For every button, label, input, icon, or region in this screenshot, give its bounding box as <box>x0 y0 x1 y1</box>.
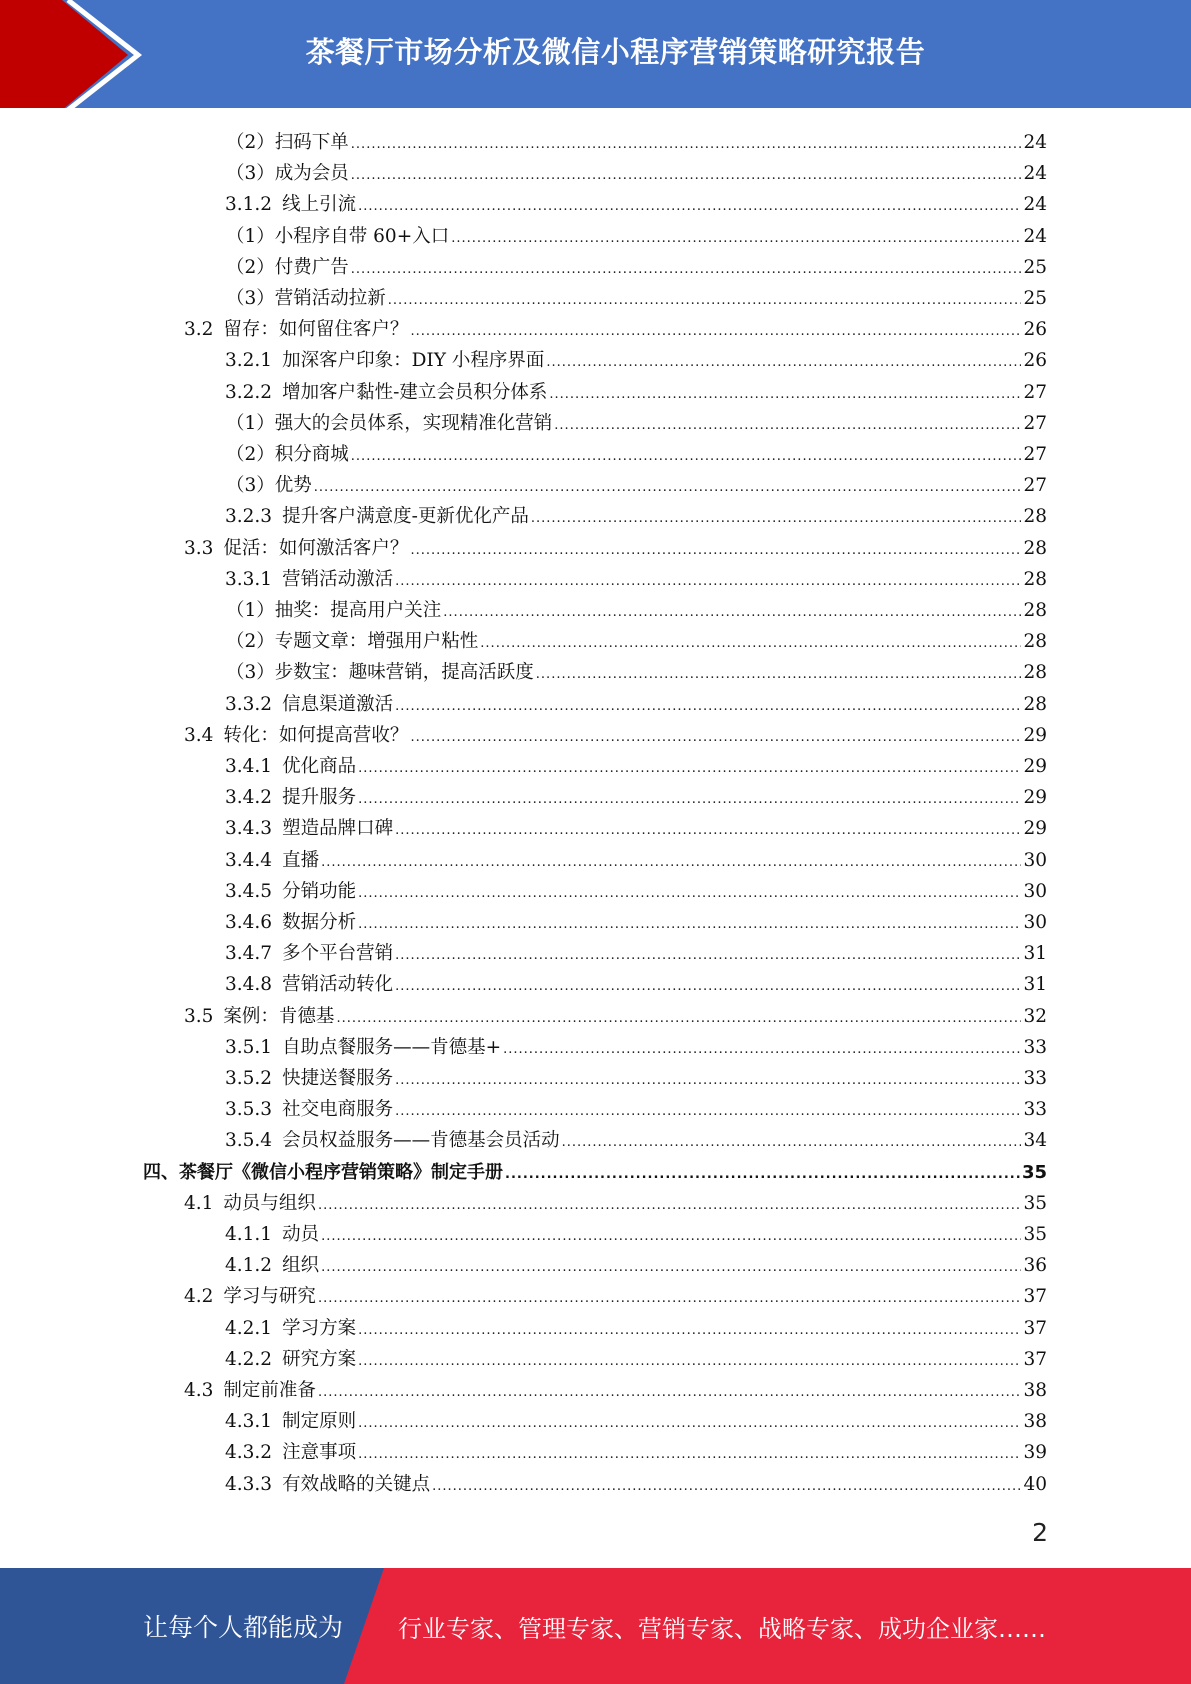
toc-entry-title: 扫码下单 <box>274 132 349 153</box>
toc-entry[interactable] <box>225 1032 1047 1063</box>
toc-entry[interactable] <box>225 1063 1047 1094</box>
toc-entry-number: 3.2.3 <box>225 506 273 528</box>
toc-entry-page: 27 <box>1023 475 1047 497</box>
toc-entry-title: 抽奖：提高用户关注 <box>274 600 442 621</box>
toc-entry-number: 3.4.5 <box>225 880 273 902</box>
toc-entry[interactable] <box>226 439 1047 470</box>
toc-entry-page: 27 <box>1023 444 1047 465</box>
toc-entry-title: 快捷送餐服务 <box>282 1068 394 1089</box>
toc-entry-number: 3.2 <box>184 319 214 341</box>
toc-entry-title: 优势 <box>274 475 312 497</box>
toc-entry-page: 38 <box>1023 1411 1047 1433</box>
toc-dot-leader <box>314 472 1022 503</box>
toc-entry[interactable] <box>184 1001 1047 1032</box>
toc-entry-number: （3） <box>226 163 275 185</box>
toc-entry-number: 4.3.1 <box>225 1411 273 1433</box>
toc-entry-number: 4.2.2 <box>225 1348 273 1370</box>
toc-dot-leader <box>321 847 1021 878</box>
toc-entry[interactable] <box>226 595 1047 626</box>
toc-dot-leader <box>410 722 1021 753</box>
toc-entry-title: 案例：肯德基 <box>223 1005 335 1027</box>
toc-entry-page: 27 <box>1023 412 1047 434</box>
footer-roles: 行业专家、管理专家、营销专家、战略专家、成功企业家…… <box>398 1614 1046 1643</box>
toc-entry[interactable] <box>225 1219 1047 1250</box>
toc-entry-title: 强大的会员体系，实现精准化营销 <box>274 412 553 434</box>
toc-entry-page: 39 <box>1023 1442 1047 1464</box>
toc-entry-page: 24 <box>1023 132 1047 153</box>
toc-entry[interactable] <box>226 283 1047 314</box>
toc-dot-leader <box>395 971 1021 1002</box>
toc-entry[interactable] <box>184 720 1047 751</box>
toc-dot-leader <box>358 1346 1021 1377</box>
toc-entry-title: 学习方案 <box>282 1317 357 1339</box>
toc-dot-leader <box>321 1252 1021 1283</box>
toc-dot-leader <box>536 659 1022 690</box>
toc-dot-leader <box>480 628 1021 659</box>
toc-entry-title: 自助点餐服务——肯德基+ <box>282 1036 502 1058</box>
toc-entry-page: 36 <box>1023 1255 1047 1277</box>
toc-entry-title: 研究方案 <box>282 1348 357 1370</box>
toc-entry-page: 37 <box>1023 1348 1047 1370</box>
page-number: 2 <box>1032 1518 1048 1547</box>
toc-dot-leader <box>395 691 1021 722</box>
toc-entry-number: 3.5.2 <box>225 1068 273 1089</box>
toc-entry-title: 营销活动转化 <box>282 974 394 996</box>
toc-entry-page: 32 <box>1023 1005 1047 1027</box>
page-footer <box>0 1568 1191 1684</box>
toc-entry[interactable] <box>225 189 1047 220</box>
toc-entry-title: 积分商城 <box>274 444 349 465</box>
toc-entry[interactable] <box>184 1281 1047 1312</box>
toc-entry-number: 4.2.1 <box>225 1317 273 1339</box>
toc-entry-number: 4.1.2 <box>225 1255 273 1277</box>
toc-entry-page: 31 <box>1023 974 1047 996</box>
toc-entry-number: 3.5.4 <box>225 1130 273 1152</box>
toc-entry-number: 3.4.6 <box>225 912 273 933</box>
toc-dot-leader <box>351 129 1022 160</box>
toc-entry-number: 3.4.3 <box>225 818 273 840</box>
toc-entry-page: 27 <box>1023 381 1047 403</box>
toc-entry-number: 3.4.2 <box>225 787 273 809</box>
toc-entry-page: 33 <box>1023 1068 1047 1089</box>
toc-dot-leader <box>562 1127 1022 1158</box>
toc-entry[interactable] <box>225 1469 1047 1500</box>
toc-entry[interactable] <box>225 1125 1047 1156</box>
toc-entry-title: 提升服务 <box>282 787 357 809</box>
toc-entry-page: 38 <box>1023 1380 1047 1401</box>
toc-dot-leader <box>549 379 1021 410</box>
toc-dot-leader <box>318 1377 1022 1408</box>
toc-entry-page: 30 <box>1023 912 1047 933</box>
toc-entry-title: 转化：如何提高营收？ <box>223 724 409 746</box>
toc-entry-page: 25 <box>1023 256 1047 278</box>
toc-entry-title: 营销活动拉新 <box>274 288 386 309</box>
toc-entry[interactable] <box>225 845 1047 876</box>
toc-entry[interactable] <box>225 1250 1047 1281</box>
toc-entry-title: 促活：如何激活客户？ <box>223 537 409 559</box>
toc-entry-number: 3.3.2 <box>225 693 273 715</box>
toc-dot-leader <box>395 815 1021 846</box>
toc-entry[interactable] <box>226 252 1047 283</box>
toc-entry-page: 33 <box>1023 1036 1047 1058</box>
toc-entry-title: 塑造品牌口碑 <box>282 818 394 840</box>
toc-entry-page: 28 <box>1023 662 1047 684</box>
toc-entry-number: （3） <box>226 288 275 309</box>
toc-entry-number: 4.3.3 <box>225 1473 273 1495</box>
toc-dot-leader <box>505 1159 1020 1190</box>
toc-entry[interactable] <box>225 938 1047 969</box>
toc-entry-page: 34 <box>1023 1130 1047 1152</box>
toc-dot-leader <box>358 909 1021 940</box>
toc-entry-title: 会员权益服务——肯德基会员活动 <box>282 1130 560 1152</box>
toc-entry-title: 数据分析 <box>282 912 357 933</box>
toc-entry-number: 4.1 <box>184 1192 214 1214</box>
toc-entry-title: 信息渠道激活 <box>282 693 394 715</box>
toc-dot-leader <box>358 784 1021 815</box>
toc-entry-title: 注意事项 <box>282 1442 357 1464</box>
toc-entry-page: 28 <box>1023 506 1047 528</box>
toc-entry[interactable] <box>225 689 1047 720</box>
toc-entry-number: 4.3.2 <box>225 1442 273 1464</box>
toc-entry[interactable] <box>225 969 1047 1000</box>
toc-entry-number: 3.5.3 <box>225 1099 273 1121</box>
toc-entry-title: 社交电商服务 <box>282 1099 394 1121</box>
toc-entry-page: 25 <box>1023 288 1047 309</box>
toc-dot-leader <box>358 1439 1021 1470</box>
toc-entry-number: （2） <box>226 444 275 465</box>
report-title: 茶餐厅市场分析及微信小程序营销策略研究报告 <box>305 34 926 69</box>
toc-entry-number: 3.5.1 <box>225 1036 273 1058</box>
toc-entry-title: 付费广告 <box>274 256 349 278</box>
toc-entry-number: 3.4.1 <box>225 756 273 777</box>
toc-entry-number: （1） <box>226 225 275 247</box>
toc-dot-leader <box>451 223 1021 254</box>
toc-entry[interactable] <box>226 626 1047 657</box>
toc-entry-page: 30 <box>1023 880 1047 902</box>
toc-entry-title: 成为会员 <box>274 163 349 185</box>
toc-entry-title: 营销活动激活 <box>282 568 394 590</box>
toc-entry-number: （3） <box>226 662 275 684</box>
toc-entry-page: 28 <box>1023 537 1047 559</box>
toc-entry[interactable] <box>225 501 1047 532</box>
toc-dot-leader <box>351 254 1022 285</box>
toc-dot-leader <box>432 1471 1021 1502</box>
toc-entry[interactable] <box>225 813 1047 844</box>
toc-entry-page: 33 <box>1023 1099 1047 1121</box>
toc-entry-number: 3.2.2 <box>225 381 273 403</box>
toc-entry-page: 24 <box>1023 225 1047 247</box>
toc-entry-number: 4.2 <box>184 1286 214 1308</box>
toc-entry[interactable] <box>226 127 1047 158</box>
toc-entry-number: 3.3.1 <box>225 568 273 590</box>
toc-entry-title: 优化商品 <box>282 756 357 777</box>
toc-entry-number: 3.4.8 <box>225 974 273 996</box>
toc-entry-title: 制定前准备 <box>223 1380 316 1401</box>
toc-dot-leader <box>351 160 1022 191</box>
toc-entry-number: 3.3 <box>184 537 214 559</box>
toc-dot-leader <box>395 1096 1021 1127</box>
toc-dot-leader <box>358 1408 1021 1439</box>
toc-entry-number: 4.3 <box>184 1380 214 1401</box>
page-header <box>0 0 1191 110</box>
toc-entry-number: （2） <box>226 132 275 153</box>
toc-entry-title: 小程序自带 60+入口 <box>274 225 450 247</box>
toc-dot-leader <box>318 1190 1022 1221</box>
toc-entry[interactable] <box>226 408 1047 439</box>
toc-entry-title: 线上引流 <box>282 194 357 216</box>
toc-entry-title: 组织 <box>282 1255 320 1277</box>
toc-entry[interactable] <box>225 876 1047 907</box>
toc-entry-number: 3.4.7 <box>225 943 273 965</box>
toc-entry-title: 多个平台营销 <box>282 943 394 965</box>
toc-entry-title: 加深客户印象：DIY 小程序界面 <box>282 350 545 372</box>
toc-dot-leader <box>395 566 1021 597</box>
toc-entry-page: 24 <box>1023 163 1047 185</box>
toc-entry-page: 37 <box>1023 1286 1047 1308</box>
toc-entry-title: 直播 <box>282 849 320 871</box>
toc-entry-page: 29 <box>1023 787 1047 809</box>
toc-entry-number: （1） <box>226 600 275 621</box>
toc-entry-number: 3.4 <box>184 724 214 746</box>
toc-dot-leader <box>531 503 1022 534</box>
toc-entry-number: 4.1.1 <box>225 1224 273 1245</box>
toc-entry-number: 3.5 <box>184 1005 214 1027</box>
toc-dot-leader <box>321 1221 1021 1252</box>
toc-entry[interactable] <box>184 314 1047 345</box>
toc-entry-number: 3.1.2 <box>225 194 273 216</box>
toc-entry-page: 28 <box>1023 568 1047 590</box>
toc-dot-leader <box>358 878 1021 909</box>
toc-entry[interactable] <box>225 1344 1047 1375</box>
toc-entry-page: 26 <box>1023 319 1047 341</box>
toc-dot-leader <box>546 347 1021 378</box>
toc-dot-leader <box>410 535 1021 566</box>
toc-entry-page: 29 <box>1023 724 1047 746</box>
toc-entry[interactable] <box>225 1437 1047 1468</box>
toc-entry-title: 动员 <box>282 1224 320 1245</box>
toc-entry-title: 四、茶餐厅《微信小程序营销策略》制定手册 <box>143 1161 503 1183</box>
toc-entry-title: 有效战略的关键点 <box>282 1473 431 1495</box>
toc-entry[interactable] <box>225 1406 1047 1437</box>
toc-entry[interactable] <box>143 1157 1047 1188</box>
toc-entry[interactable] <box>226 657 1047 688</box>
toc-entry-page: 35 <box>1021 1161 1047 1183</box>
toc-dot-leader <box>443 597 1021 628</box>
toc-dot-leader <box>554 410 1021 441</box>
toc-entry[interactable] <box>225 782 1047 813</box>
toc-entry[interactable] <box>226 470 1047 501</box>
toc-entry-page: 28 <box>1023 693 1047 715</box>
toc-entry-page: 26 <box>1023 350 1047 372</box>
toc-entry[interactable] <box>226 158 1047 189</box>
footer-slogan: 让每个人都能成为 <box>143 1613 344 1642</box>
toc-dot-leader <box>395 1065 1021 1096</box>
toc-entry-title: 学习与研究 <box>223 1286 316 1308</box>
toc-entry[interactable] <box>225 377 1047 408</box>
toc-entry[interactable] <box>225 1313 1047 1344</box>
toc-entry[interactable] <box>184 1188 1047 1219</box>
toc-entry-title: 步数宝：趣味营销，提高活跃度 <box>274 662 534 684</box>
toc-entry-page: 28 <box>1023 631 1047 653</box>
toc-entry-title: 提升客户满意度-更新优化产品 <box>282 506 529 528</box>
toc-entry-page: 35 <box>1023 1192 1047 1214</box>
toc-dot-leader <box>395 940 1021 971</box>
toc-entry-page: 40 <box>1023 1473 1047 1495</box>
toc-entry-page: 29 <box>1023 756 1047 777</box>
toc-entry-number: 3.4.4 <box>225 849 273 871</box>
toc-entry[interactable] <box>184 1375 1047 1406</box>
toc-entry-number: （2） <box>226 631 275 653</box>
toc-entry[interactable] <box>225 907 1047 938</box>
toc-dot-leader <box>336 1003 1021 1034</box>
toc-entry-page: 28 <box>1023 600 1047 621</box>
toc-dot-leader <box>410 316 1021 347</box>
toc-entry-title: 专题文章：增强用户粘性 <box>274 631 479 653</box>
toc-entry[interactable] <box>226 221 1047 252</box>
toc-entry-page: 29 <box>1023 818 1047 840</box>
toc-entry-page: 30 <box>1023 849 1047 871</box>
toc-dot-leader <box>351 441 1022 472</box>
toc-dot-leader <box>318 1283 1022 1314</box>
toc-entry-title: 动员与组织 <box>223 1192 316 1214</box>
toc-entry-page: 24 <box>1023 194 1047 216</box>
toc-dot-leader <box>358 1315 1021 1346</box>
toc-dot-leader <box>388 285 1022 316</box>
toc-entry-number: （3） <box>226 475 275 497</box>
toc-dot-leader <box>358 191 1021 222</box>
toc-entry-title: 分销功能 <box>282 880 357 902</box>
toc-entry[interactable] <box>225 564 1047 595</box>
toc-dot-leader <box>358 753 1021 784</box>
toc-entry[interactable] <box>184 533 1047 564</box>
toc-entry-page: 31 <box>1023 943 1047 965</box>
toc-entry-number: （2） <box>226 256 275 278</box>
toc-entry[interactable] <box>225 751 1047 782</box>
toc-entry-title: 增加客户黏性-建立会员积分体系 <box>282 381 548 403</box>
toc-entry-title: 制定原则 <box>282 1411 357 1433</box>
toc-entry-page: 37 <box>1023 1317 1047 1339</box>
toc-entry-page: 35 <box>1023 1224 1047 1245</box>
toc-entry-number: （1） <box>226 412 275 434</box>
toc-dot-leader <box>503 1034 1021 1065</box>
toc-entry-number: 3.2.1 <box>225 350 273 372</box>
toc-entry[interactable] <box>225 345 1047 376</box>
toc-entry[interactable] <box>225 1094 1047 1125</box>
toc-entry-title: 留存：如何留住客户？ <box>223 319 409 341</box>
